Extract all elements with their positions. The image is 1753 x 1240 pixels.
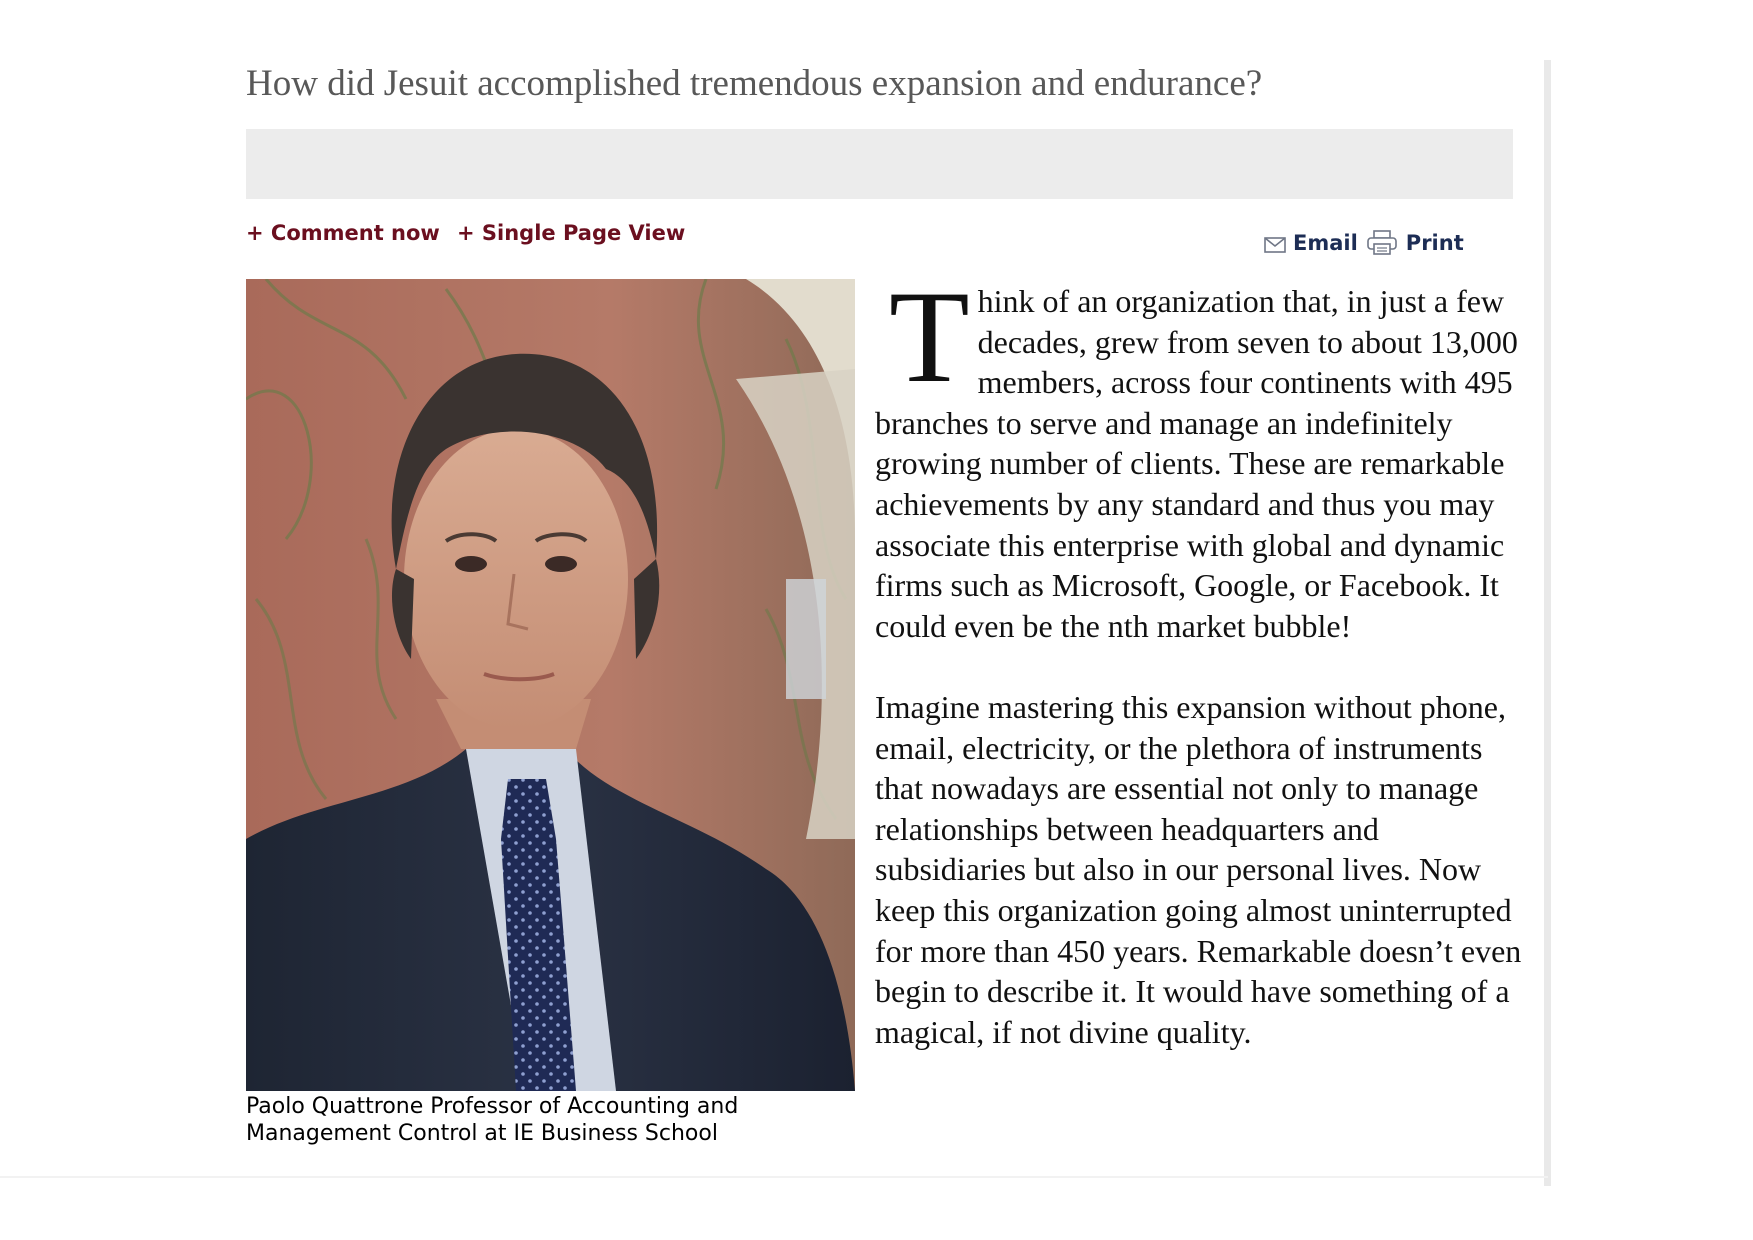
comment-now-link[interactable]: + Comment now [246,221,440,245]
print-button[interactable] [1366,230,1464,256]
printer-icon [1366,230,1398,256]
email-button[interactable] [1264,231,1358,255]
envelope-icon [1264,236,1286,254]
single-page-view-link[interactable]: + Single Page View [457,221,686,245]
paragraph-1 [875,263,1525,646]
bottom-divider [0,1176,1548,1178]
print-label: Print [1405,231,1464,255]
article-title: How did Jesuit accomplished tremendous expansion and endurance? [246,63,1263,104]
paragraph-2: Imagine mastering this expansion without phone, email, electricity, or the plethora of instruments that nowadays are essential not only to manage relationships between headquarters and subsidiaries but also in our personal lives. Now keep this organization going almost uninterrupted for more than 450 years. Remarkable doesn’t even begin to describe it. It would have something of a magical, if not divine quality. [875,688,1522,1050]
author-photo [246,279,855,1091]
drop-cap: T [889,263,970,410]
article-tools [1264,230,1464,256]
email-label: Email [1293,231,1358,255]
right-column-rule [1544,60,1551,1186]
photo-caption: Paolo Quattrone Professor of Accounting and Management Control at IE Business School [246,1094,739,1146]
ad-banner-placeholder [246,129,1513,199]
article-body [875,263,1525,1093]
paragraph-1-text: hink of an organization that, in just a few decades, grew from seven to about 13,000 members, across four continents with 495 branches to serve and manage an indefinitely growing number of clients. These are remarkable achievements by any standard and thus you may associate this enterprise with global and dynamic firms such as Microsoft, Google, or Facebook. It could even be the nth market bubble! [875,283,1518,644]
